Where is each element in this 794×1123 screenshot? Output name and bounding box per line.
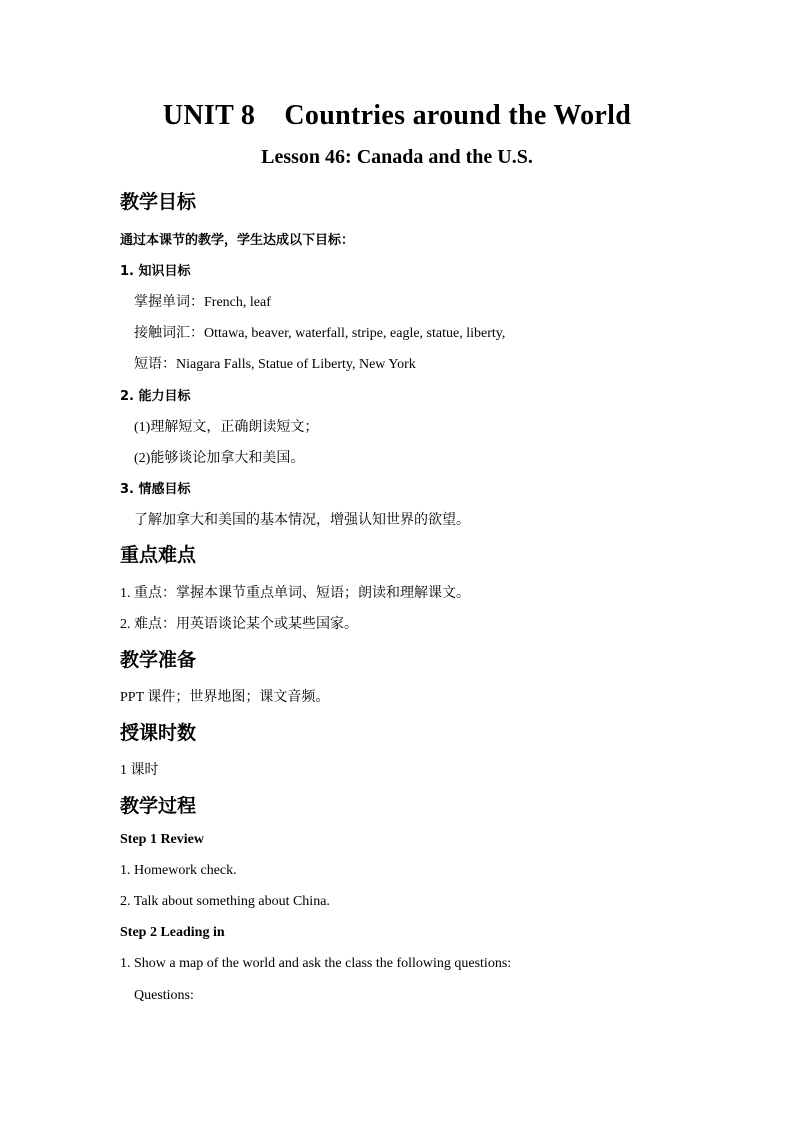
step1-item: 2. Talk about something about China. <box>120 894 330 909</box>
knowledge-item: 短语：Niagara Falls, Statue of Liberty, New York <box>134 357 416 372</box>
section-heading-key-points: 重点难点 <box>120 544 197 566</box>
step2-questions-label: Questions: <box>134 988 194 1003</box>
ability-item: (1)理解短文，正确朗读短文； <box>134 420 319 435</box>
key-point-item: 2. 难点：用英语谈论某个或某些国家。 <box>120 617 358 632</box>
ability-item: (2)能够谈论加拿大和美国。 <box>134 451 305 466</box>
section-heading-process: 教学过程 <box>120 795 197 817</box>
objectives-intro: 通过本课节的教学，学生达成以下目标： <box>120 233 355 248</box>
ability-heading: 2. 能力目标 <box>120 389 191 404</box>
section-heading-preparation: 教学准备 <box>120 649 197 671</box>
preparation-text: PPT 课件；世界地图；课文音频。 <box>120 690 330 705</box>
step1-item: 1. Homework check. <box>120 863 237 878</box>
page-subtitle: Lesson 46: Canada and the U.S. <box>261 146 533 168</box>
key-point-item: 1. 重点：掌握本课节重点单词、短语；朗读和理解课文。 <box>120 586 470 601</box>
step2-item: 1. Show a map of the world and ask the class the following questions: <box>120 956 512 971</box>
hours-text: 1 课时 <box>120 763 159 778</box>
step1-title: Step 1 Review <box>120 832 204 847</box>
page-title: UNIT 8 Countries around the World <box>162 100 632 131</box>
emotion-item: 了解加拿大和美国的基本情况，增强认知世界的欲望。 <box>134 513 470 528</box>
knowledge-heading: 1. 知识目标 <box>120 264 191 279</box>
knowledge-item: 掌握单词：French, leaf <box>134 295 271 310</box>
section-heading-objectives: 教学目标 <box>120 191 197 213</box>
step2-title: Step 2 Leading in <box>120 925 225 940</box>
section-heading-hours: 授课时数 <box>120 722 197 744</box>
emotion-heading: 3. 情感目标 <box>120 482 191 497</box>
knowledge-item: 接触词汇：Ottawa, beaver, waterfall, stripe, eagle, statue, liberty, <box>134 326 506 341</box>
